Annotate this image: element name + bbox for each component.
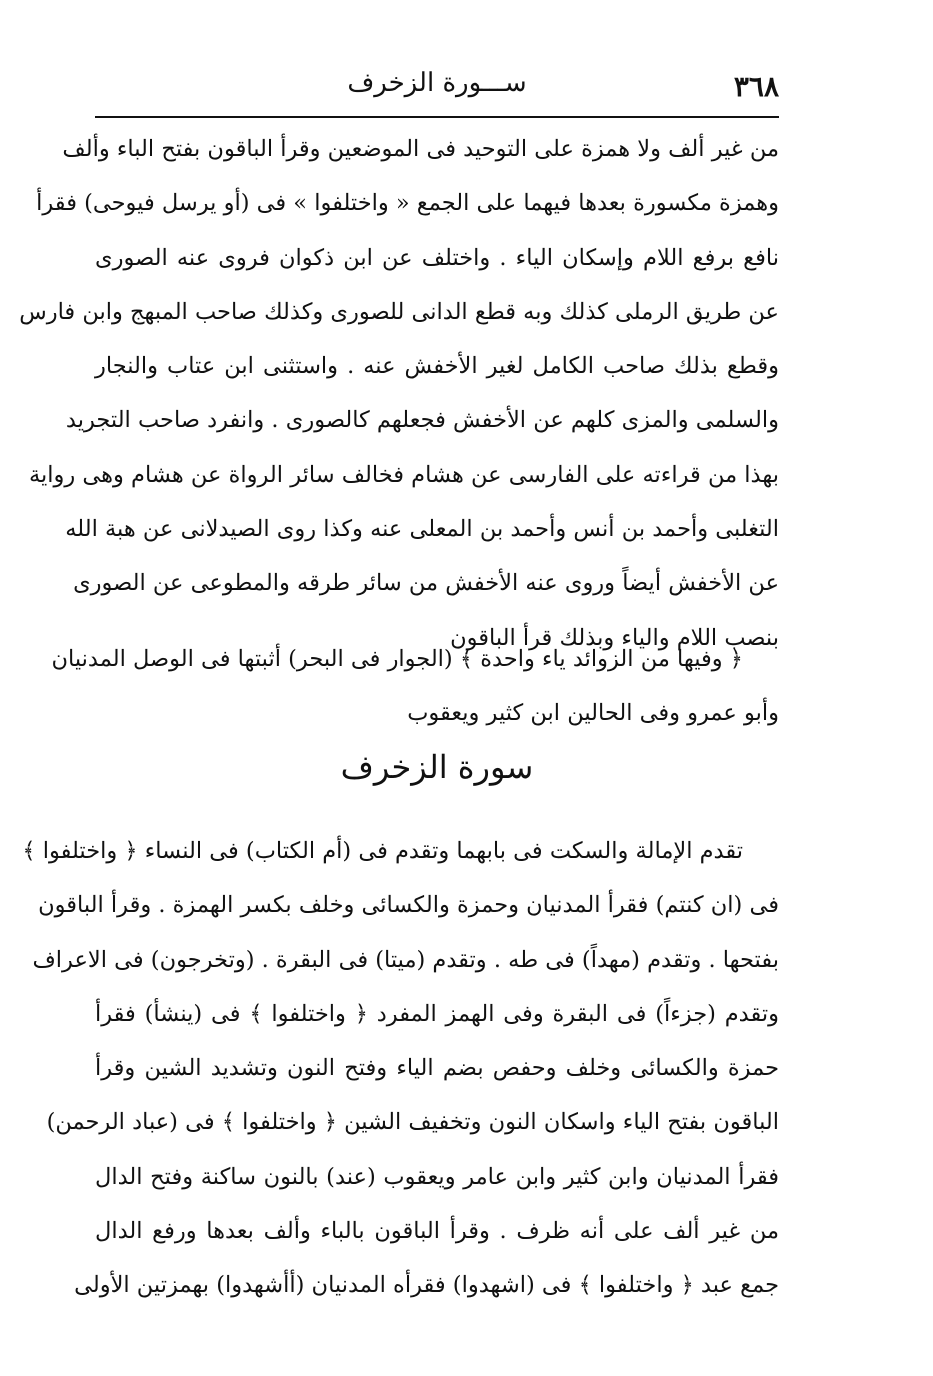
text-line: الباقون بفتح الياء واسكان النون وتخفيف الشين ﴿ واختلفوا ﴾ فى (عباد الرحمن) xyxy=(46,1109,779,1136)
text-line: حمزة والكسائى وخلف وحفص بضم الياء وفتح النون وتشديد الشين وقرأ xyxy=(95,1055,779,1082)
text-line: ﴿ وفيها من الزوائد ياء واحدة ﴾ (الجوار فى البحر) أثبتها فى الوصل المدنيان xyxy=(51,646,743,672)
text-line: بنصب اللام والياء وبذلك قرأ الباقون xyxy=(450,624,779,651)
text-line: من غير ألف على أنه ظرف . وقرأ الباقون بالباء وألف بعدها ورفع الدال xyxy=(95,1218,779,1245)
page-number: ٣٦٨ xyxy=(733,70,779,103)
text-line: بفتحها . وتقدم (مهداً) فى طه . وتقدم (ميتا) فى البقرة . (وتخرجون) فى الاعراف xyxy=(32,946,779,973)
text-line: التغلبى وأحمد بن أنس وأحمد بن المعلى عنه وكذا روى الصيدلانى عن هبة الله xyxy=(65,516,779,543)
text-line: فقرأ المدنيان وابن كثير وابن عامر ويعقوب (عند) بالنون ساكنة وفتح الدال xyxy=(95,1163,779,1190)
surah-heading: سورة الزخرف xyxy=(340,748,534,786)
text-line: من غير ألف ولا همزة على التوحيد فى الموضعين وقرأ الباقون بفتح الباء وألف xyxy=(62,136,779,162)
text-line: فى (ان كنتم) فقرأ المدنيان وحمزة والكسائى وخلف بكسر الهمزة . وقرأ الباقون xyxy=(38,892,779,919)
header-rule xyxy=(95,116,779,118)
running-title: ســـورة الزخرف xyxy=(347,68,527,98)
text-line: والسلمى والمزى كلهم عن الأخفش فجعلهم كالصورى . وانفرد صاحب التجريد xyxy=(65,407,779,434)
paragraph-zawaid xyxy=(51,632,779,741)
text-line: وأبو عمرو وفى الحالين ابن كثير ويعقوب xyxy=(407,700,779,727)
text-line: عن طريق الرملى كذلك وبه قطع الدانى للصورى وكذلك صاحب المبهج وابن فارس xyxy=(19,298,779,325)
text-line: جمع عبد ﴿ واختلفوا ﴾ فى (اشهدوا) فقرأه المدنيان (أأشهدوا) بهمزتين الأولى xyxy=(74,1272,779,1299)
paragraph-surah-zukhruf xyxy=(22,824,779,1313)
text-line: وهمزة مكسورة بعدها فيهما على الجمع « واختلفوا » فى (أو يرسل فيوحى) فقرأ xyxy=(36,190,779,217)
paragraph-previous-surah-end xyxy=(19,122,779,665)
text-line: تقدم الإمالة والسكت فى بابهما وتقدم فى (أم الكتاب) فى النساء ﴿ واختلفوا ﴾ xyxy=(22,838,743,864)
page-header xyxy=(95,62,779,112)
text-line: بهذا من قراءته على الفارسى عن هشام فخالف سائر الرواة عن هشام وهى رواية xyxy=(28,461,779,488)
text-line: عن الأخفش أيضاً وروى عنه الأخفش من سائر طرقه والمطوعى عن الصورى xyxy=(73,570,779,597)
text-line: نافع برفع اللام وإسكان الياء . واختلف عن ابن ذكوان فروى عنه الصورى xyxy=(95,244,779,271)
text-line: وقطع بذلك صاحب الكامل لغير الأخفش عنه . واستثنى ابن عتاب والنجار xyxy=(95,353,779,380)
text-line: وتقدم (جزءاً) فى البقرة وفى الهمز المفرد ﴿ واختلفوا ﴾ فى (ينشأ) فقرأ xyxy=(95,1000,779,1027)
